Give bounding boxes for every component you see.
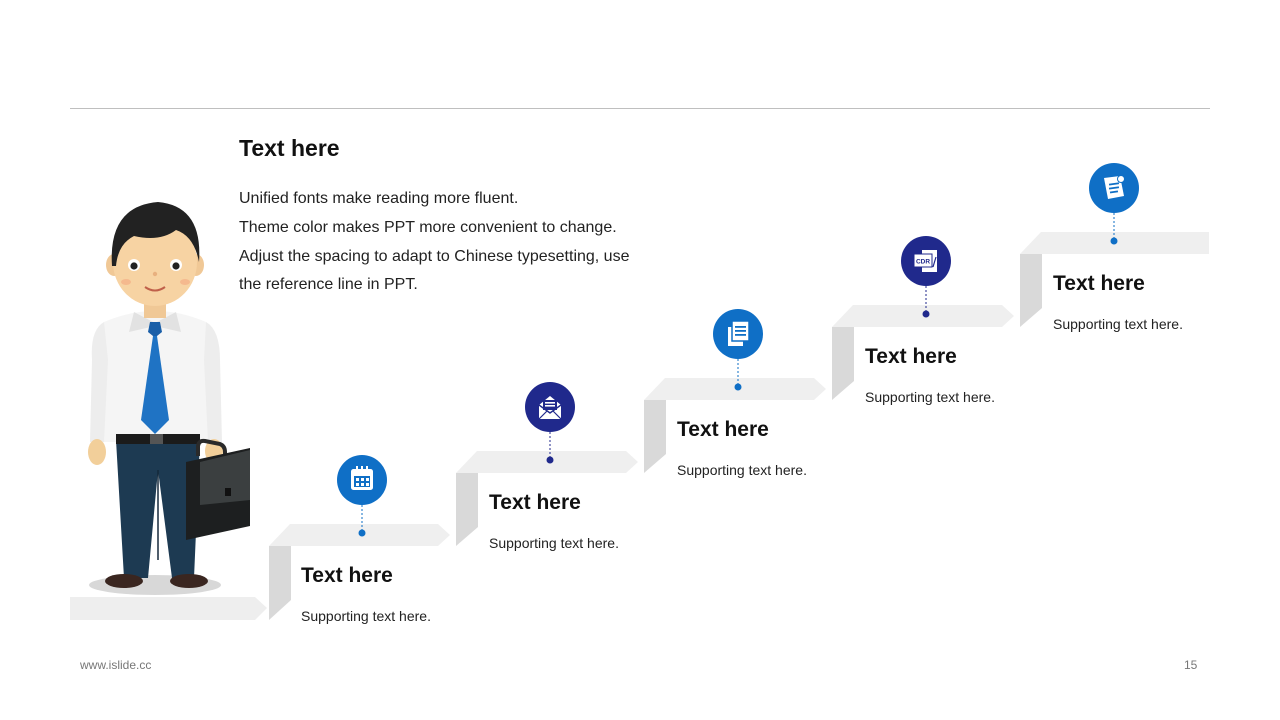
step-5-subtitle: Supporting text here. — [1053, 316, 1183, 332]
footer-url: www.islide.cc — [80, 658, 152, 672]
page-number: 15 — [1184, 658, 1198, 672]
ground-bar — [70, 597, 267, 620]
step-2-tread — [456, 451, 638, 473]
step-2-riser — [456, 473, 478, 546]
step-2-pin-dot — [547, 457, 554, 464]
step-4-pin-dot — [923, 311, 930, 318]
step-3-tread — [644, 378, 826, 400]
body-line: the reference line in PPT. — [239, 276, 418, 294]
page-title: Text here — [239, 135, 340, 161]
step-4-riser — [832, 327, 854, 400]
step-3-riser — [644, 400, 666, 473]
step-1-pin-dot — [359, 530, 366, 537]
step-1-subtitle: Supporting text here. — [301, 608, 431, 624]
body-line: Adjust the spacing to adapt to Chinese typesetting, use — [239, 247, 630, 265]
calendar-icon — [351, 466, 373, 490]
step-3-title: Text here — [677, 418, 769, 441]
step-4-title: Text here — [865, 345, 957, 368]
body-line: Theme color makes PPT more convenient to change. — [239, 218, 617, 236]
step-3-pin-dot — [735, 384, 742, 391]
body-line: Unified fonts make reading more fluent. — [239, 190, 519, 207]
step-1-title: Text here — [301, 564, 393, 587]
step-3-subtitle: Supporting text here. — [677, 462, 807, 478]
step-1-riser — [269, 546, 291, 620]
businessman-illustration — [88, 202, 250, 595]
step-4-tread — [832, 305, 1014, 327]
svg-text:CDR: CDR — [915, 258, 931, 266]
step-2-title: Text here — [489, 491, 581, 514]
step-5-title: Text here — [1053, 272, 1145, 295]
step-5-pin-dot — [1111, 238, 1118, 245]
step-2-subtitle: Supporting text here. — [489, 535, 619, 551]
step-4-subtitle: Supporting text here. — [865, 389, 995, 405]
step-5-riser — [1020, 254, 1042, 327]
